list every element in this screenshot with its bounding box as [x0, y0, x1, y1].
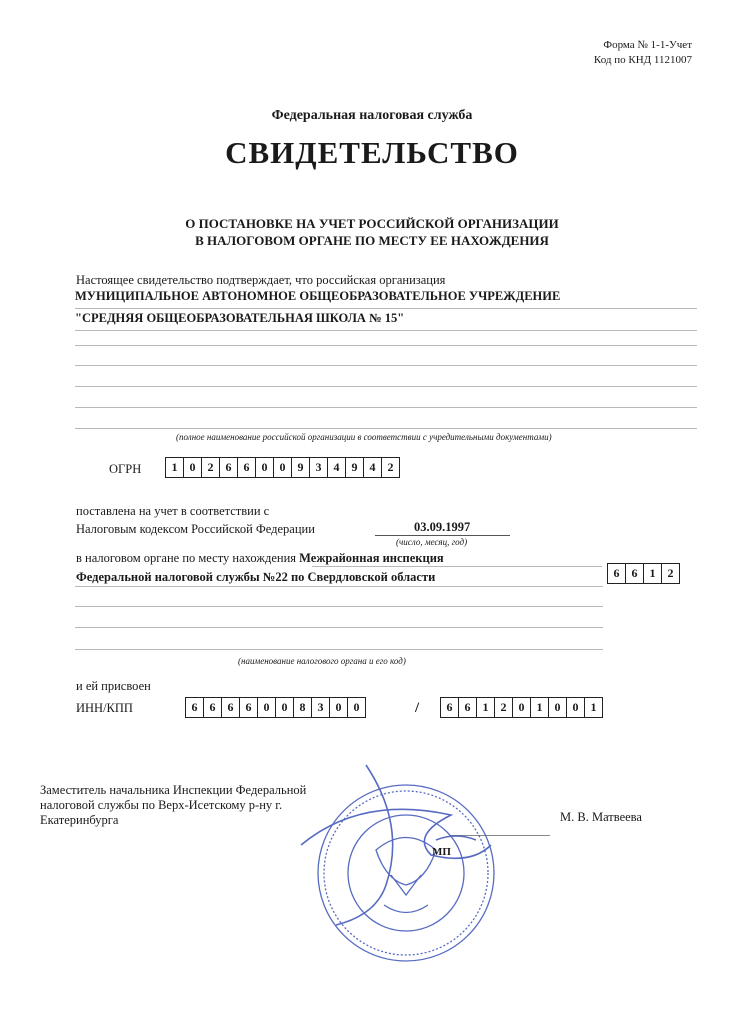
blank-line — [75, 428, 697, 429]
kpp-boxes — [440, 697, 603, 718]
inn-boxes — [185, 697, 366, 718]
digit-box: 4 — [328, 458, 346, 477]
digit-box: 9 — [292, 458, 310, 477]
digit-box: 2 — [667, 566, 674, 580]
tax-authority-prefix-text: в налоговом органе по месту нахождения — [76, 551, 297, 565]
digit-box: 0 — [184, 458, 202, 477]
blank-line — [75, 606, 603, 607]
inn-kpp-label: ИНН/КПП — [76, 701, 133, 715]
org-name-line-2: "СРЕДНЯЯ ОБЩЕОБРАЗОВАТЕЛЬНАЯ ШКОЛА № 15" — [75, 311, 697, 331]
digit-box: 0 — [256, 458, 274, 477]
blank-line — [75, 407, 697, 408]
document-title: СВИДЕТЕЛЬСТВО — [225, 135, 519, 170]
ogrn-label: ОГРН — [109, 462, 142, 476]
digit-box: 0 — [353, 700, 360, 714]
digit-box: 6 — [220, 458, 238, 477]
digit-box: 4 — [364, 458, 382, 477]
digit-box: 0 — [549, 698, 567, 717]
digit-box: 3 — [312, 698, 330, 717]
blank-line — [75, 386, 697, 387]
digit-box: 6 — [204, 698, 222, 717]
digit-box: 8 — [294, 698, 312, 717]
digit-box: 6 — [626, 564, 644, 583]
tax-authority-code-boxes — [607, 563, 680, 584]
intro-text: Настоящее свидетельство подтверждает, что российская организация — [76, 273, 446, 287]
tax-authority-name-part-1: Межрайонная инспекция — [299, 551, 444, 565]
digit-box: 1 — [477, 698, 495, 717]
digit-box: 2 — [387, 460, 394, 474]
knd-code: Код по КНД 1121007 — [593, 54, 692, 66]
position-line-1: Заместитель начальника Инспекции Федеральной — [40, 783, 307, 797]
inn-kpp-separator: / — [415, 700, 420, 716]
digit-box: 6 — [459, 698, 477, 717]
blank-line — [75, 627, 603, 628]
agency-name: Федеральная налоговая служба — [271, 108, 473, 123]
tax-authority-caption: (наименование налогового органа и его код) — [238, 656, 406, 666]
digit-box: 6 — [186, 698, 204, 717]
digit-box: 2 — [202, 458, 220, 477]
digit-box: 6 — [441, 698, 459, 717]
subtitle-line-1: О ПОСТАНОВКЕ НА УЧЕТ РОССИЙСКОЙ ОРГАНИЗАЦИИ — [185, 216, 559, 231]
digit-box: 0 — [330, 698, 348, 717]
blank-line — [75, 649, 603, 650]
document-subtitle — [0, 215, 744, 249]
digit-box: 1 — [644, 564, 662, 583]
digit-box: 0 — [567, 698, 585, 717]
digit-box: 0 — [513, 698, 531, 717]
subtitle-line-2: В НАЛОГОВОМ ОРГАНЕ ПО МЕСТУ ЕЕ НАХОЖДЕНИЯ — [195, 233, 549, 248]
digit-box: 0 — [276, 698, 294, 717]
digit-box: 1 — [166, 458, 184, 477]
registration-line-2: Налоговым кодексом Российской Федерации — [76, 522, 315, 536]
position-line-3: Екатеринбурга — [40, 813, 119, 827]
signatory-position — [40, 783, 330, 828]
tax-authority-prefix — [76, 551, 444, 566]
form-number: Форма № 1-1-Учет — [603, 39, 692, 51]
digit-box: 6 — [222, 698, 240, 717]
digit-box: 0 — [258, 698, 276, 717]
digit-box: 1 — [590, 700, 597, 714]
digit-box: 6 — [238, 458, 256, 477]
org-name-caption: (полное наименование российской организации в соответствии с учредительными документами) — [176, 432, 552, 442]
seal-graphic — [296, 755, 506, 970]
blank-line — [75, 586, 603, 587]
seal-mark-text: МП — [432, 846, 451, 858]
signer-name: М. В. Матвеева — [560, 810, 642, 824]
position-line-2: налоговой службы по Верх-Исетскому р-ну г. — [40, 798, 283, 812]
digit-box: 0 — [274, 458, 292, 477]
form-meta — [594, 38, 692, 68]
digit-box: 9 — [346, 458, 364, 477]
registration-date: 03.09.1997 — [414, 520, 471, 534]
org-name-line-1: МУНИЦИПАЛЬНОЕ АВТОНОМНОЕ ОБЩЕОБРАЗОВАТЕЛЬНОЕ УЧРЕЖДЕНИЕ — [75, 289, 697, 309]
ogrn-boxes — [165, 457, 400, 478]
registration-line-1: поставлена на учет в соответствии с — [76, 504, 270, 518]
date-caption: (число, месяц, год) — [396, 537, 468, 547]
digit-box: 6 — [608, 564, 626, 583]
assigned-label: и ей присвоен — [76, 679, 151, 693]
digit-box: 6 — [240, 698, 258, 717]
tax-authority-name-part-2: Федеральной налоговой службы №22 по Свердловской области — [76, 570, 436, 584]
blank-line — [75, 365, 697, 366]
digit-box: 1 — [531, 698, 549, 717]
authority-underline — [312, 566, 602, 567]
date-underline — [375, 535, 510, 536]
official-seal-stamp — [296, 755, 506, 975]
digit-box: 3 — [310, 458, 328, 477]
digit-box: 2 — [495, 698, 513, 717]
blank-line — [75, 345, 697, 346]
